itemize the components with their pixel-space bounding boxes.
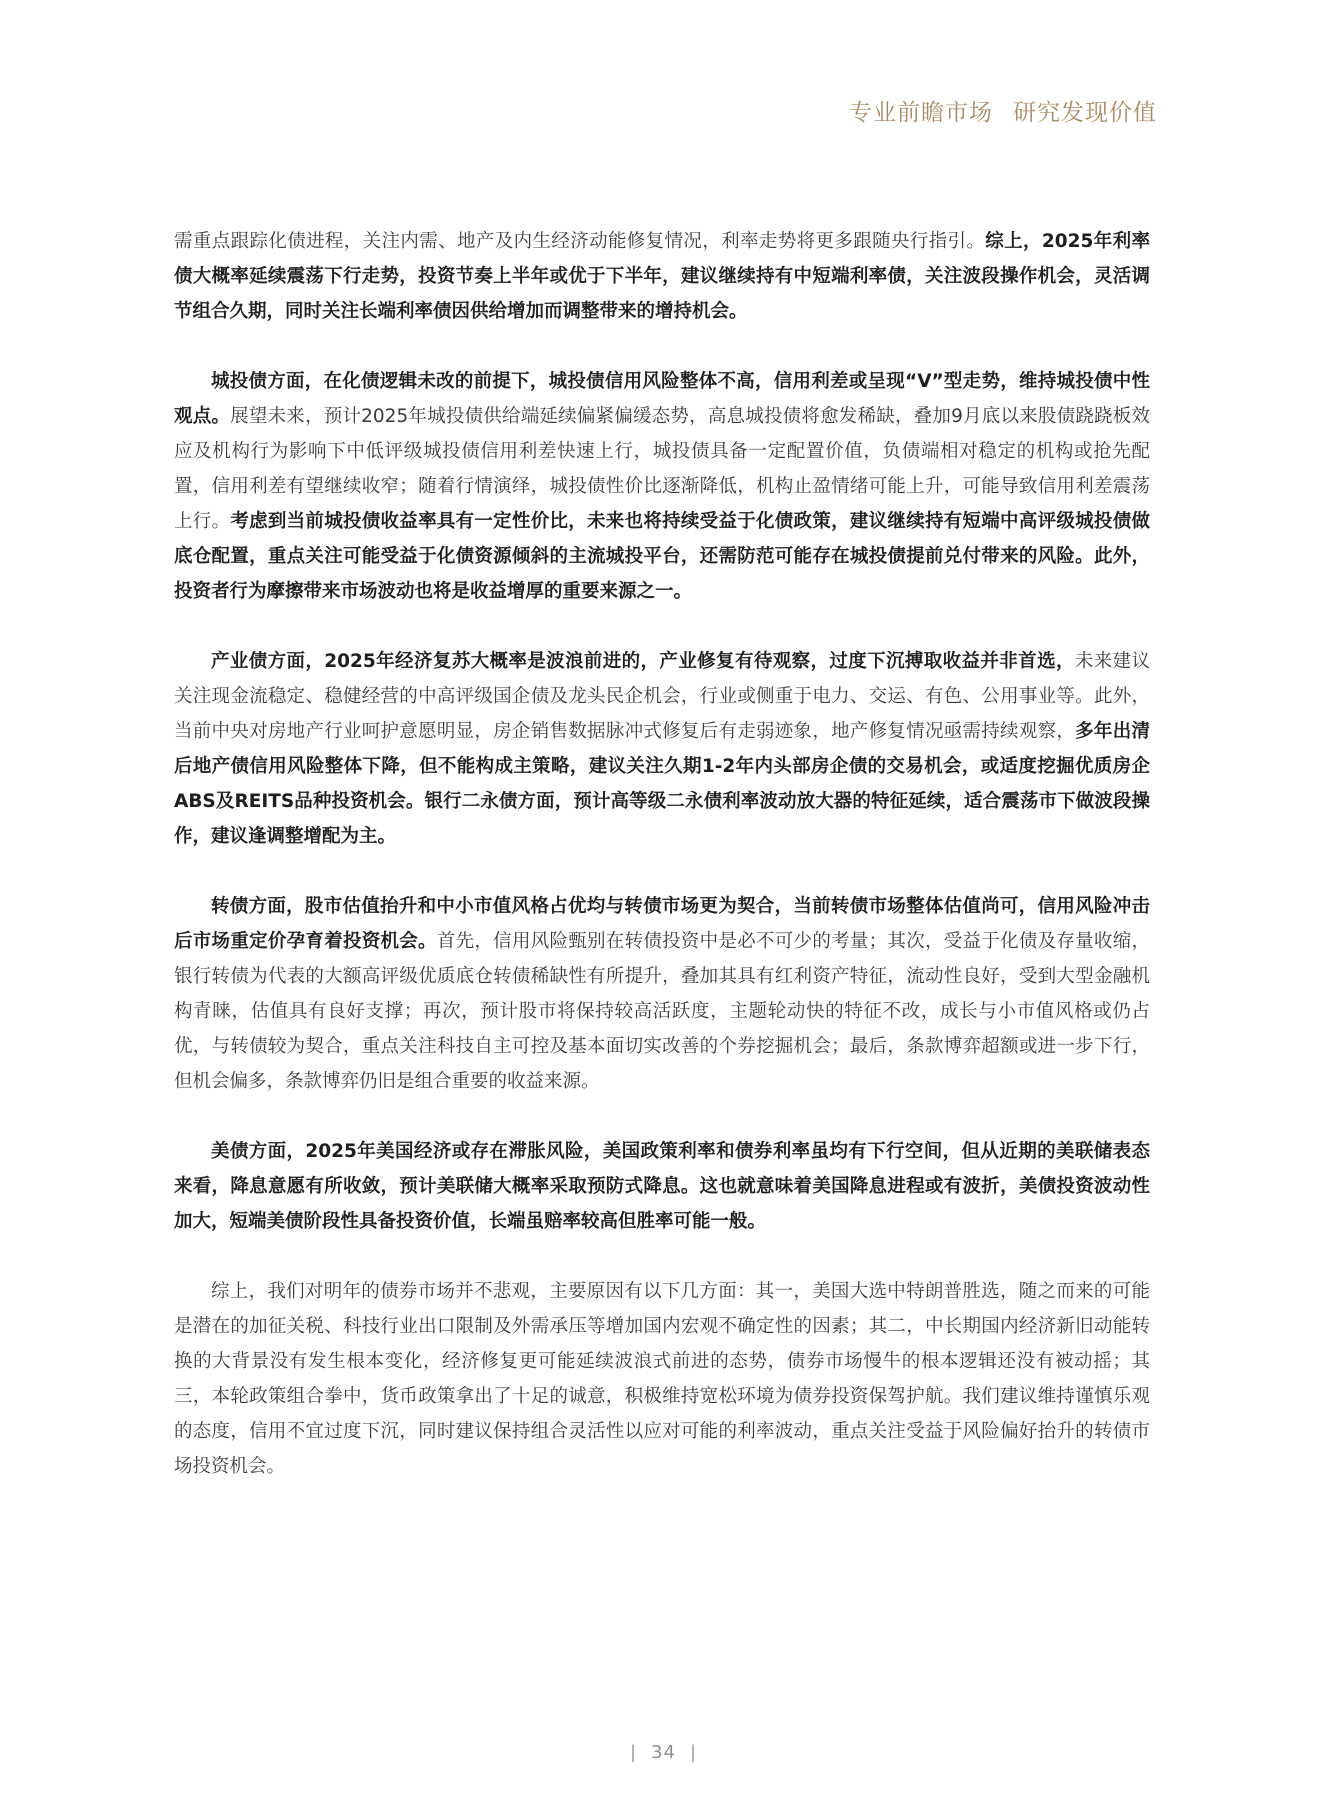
slogan-right: 研究发现价值: [1013, 100, 1157, 126]
paragraph-emphasis: 产业债方面，2025年经济复苏大概率是波浪前进的，产业修复有待观察，过度下沉搏取收益并非首选，: [211, 651, 1075, 672]
footer-separator-left: |: [629, 1742, 638, 1763]
paragraph-us-treasuries: [174, 1134, 1150, 1239]
paragraph-text: 综上，我们对明年的债券市场并不悲观，主要原因有以下几方面：其一，美国大选中特朗普胜选，随之而来的可能是潜在的加征关税、科技行业出口限制及外需承压等增加国内宏观不确定性的因素；其二，中长期国内经济新旧动能转换的大背景没有发生根本变化，经济修复更可能延续波浪式前进的态势，债券市场慢牛的根本逻辑还没有被动摇；其三，本轮政策组合拳中，货币政策拿出了十足的诚意，积极维持宽松环境为债券投资保驾护航。我们建议维持谨慎乐观的态度，信用不宜过度下沉，同时建议保持组合灵活性以应对可能的利率波动，重点关注受益于风险偏好抬升的转债市场投资机会。: [174, 1281, 1150, 1477]
paragraph-emphasis: 美债方面，2025年美国经济或存在滞胀风险，美国政策利率和债券利率虽均有下行空间，但从近期的美联储表态来看，降息意愿有所收敛，预计美联储大概率采取预防式降息。这也就意味着美国降息进程或有波折，美债投资波动性加大，短端美债阶段性具备投资价值，长端虽赔率较高但胜率可能一般。: [174, 1141, 1150, 1232]
article-body: [174, 224, 1150, 1519]
paragraph-text: 未来建议关注现金流稳定、稳健经营的中高评级国企债及龙头民企机会，行业或侧重于电力、交运、有色、公用事业等。此外，当前中央对房地产行业呵护意愿明显，房企销售数据脉冲式修复后有走弱迹象，地产修复情况亟需持续观察，: [174, 651, 1150, 742]
paragraph-text: 展望未来，预计2025年城投债供给端延续偏紧偏缓态势，高息城投债将愈发稀缺，叠加9月底以来股债跷跷板效应及机构行为影响下中低评级城投债信用利差快速上行，城投债具备一定配置价值，负债端相对稳定的机构或抢先配置，信用利差有望继续收窄；随着行情演绎，城投债性价比逐渐降低，机构止盈情绪可能上升，可能导致信用利差震荡上行。: [174, 406, 1150, 532]
paragraph-emphasis: 转债方面，股市估值抬升和中小市值风格占优均与转债市场更为契合，当前转债市场整体估值尚可，信用风险冲击后市场重定价孕育着投资机会。: [174, 896, 1150, 952]
slogan-left: 专业前瞻市场: [849, 100, 993, 126]
paragraph-emphasis: 考虑到当前城投债收益率具有一定性价比，未来也将持续受益于化债政策，建议继续持有短端中高评级城投债做底仓配置，重点关注可能受益于化债资源倾斜的主流城投平台，还需防范可能存在城投债提前兑付带来的风险。此外，投资者行为摩擦带来市场波动也将是收益增厚的重要来源之一。: [174, 511, 1150, 602]
paragraph-industrial-bonds: [174, 644, 1150, 854]
paragraph-text: 需重点跟踪化债进程，关注内需、地产及内生经济动能修复情况，利率走势将更多跟随央行指引。: [174, 231, 986, 252]
paragraph-text: 首先，信用风险甄别在转债投资中是必不可少的考量；其次，受益于化债及存量收缩，银行转债为代表的大额高评级优质底仓转债稀缺性有所提升，叠加其具有红利资产特征，流动性良好，受到大型金融机构青睐，估值具有良好支撑；再次，预计股市将保持较高活跃度，主题轮动快的特征不改，成长与小市值风格或仍占优，与转债较为契合，重点关注科技自主可控及基本面切实改善的个券挖掘机会；最后，条款博弈超额或进一步下行，但机会偏多，条款博弈仍旧是组合重要的收益来源。: [174, 931, 1150, 1092]
paragraph-convertible-bonds: [174, 889, 1150, 1099]
paragraph-urban-investment-bonds: [174, 364, 1150, 609]
page-number: 34: [651, 1742, 676, 1763]
paragraph-emphasis: 多年出清后地产债信用风险整体下降，但不能构成主策略，建议关注久期1-2年内头部房企债的交易机会，或适度挖掘优质房企ABS及REITS品种投资机会。银行二永债方面，预计高等级二永债利率波动放大器的特征延续，适合震荡市下做波段操作，建议逢调整增配为主。: [174, 721, 1150, 847]
paragraph-emphasis: 城投债方面，在化债逻辑未改的前提下，城投债信用风险整体不高，信用利差或呈现“V”型走势，维持城投债中性观点。: [174, 371, 1150, 427]
page-footer: [0, 1742, 1327, 1763]
paragraph-emphasis: 综上，2025年利率债大概率延续震荡下行走势，投资节奏上半年或优于下半年，建议继续持有中短端利率债，关注波段操作机会，灵活调节组合久期，同时关注长端利率债因供给增加而调整带来的增持机会。: [174, 231, 1150, 322]
header-slogan: [849, 94, 1157, 127]
paragraph-conclusion: [174, 1274, 1150, 1484]
paragraph-rate-bonds: [174, 224, 1150, 329]
footer-separator-right: |: [689, 1742, 698, 1763]
